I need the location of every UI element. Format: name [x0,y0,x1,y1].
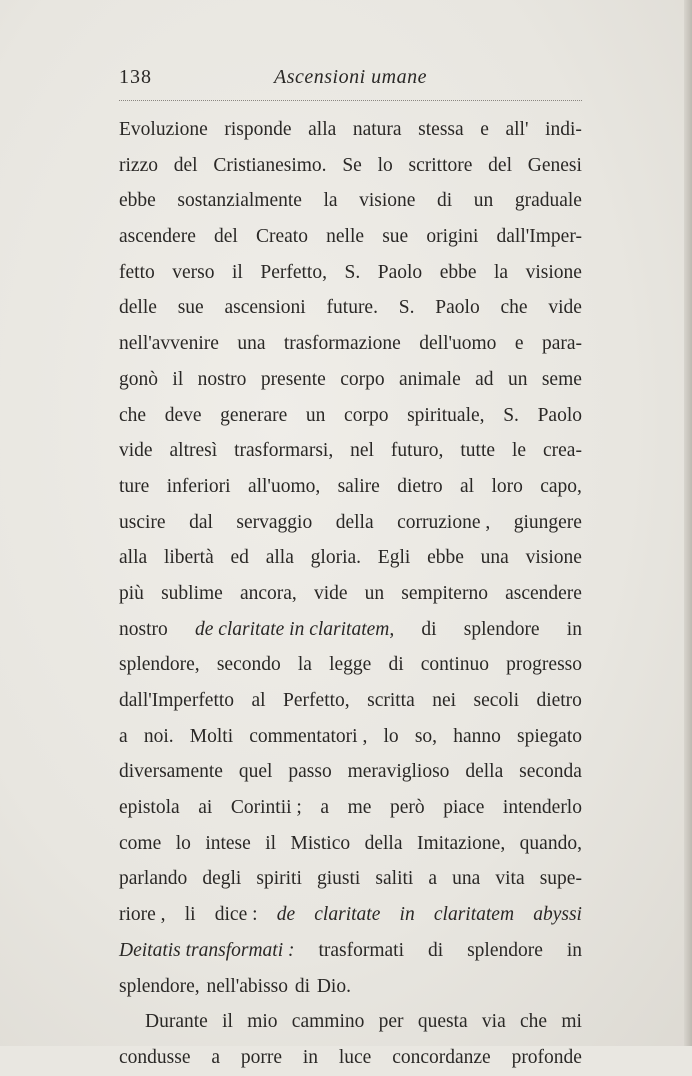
word: della [465,761,504,783]
word: visione [359,190,416,212]
word: Durante [145,1011,208,1033]
word: un [473,190,494,212]
word: la [297,654,312,676]
text-line [119,647,582,683]
word: sempiterno [401,582,488,604]
word: Se [342,154,362,176]
word: degli [202,868,242,890]
header-rule [119,100,582,101]
word: supe- [539,868,582,890]
word: profonde [511,1046,582,1068]
word: e [480,119,489,140]
word: nelle [326,226,365,248]
running-title: Ascensioni umane [274,66,427,88]
word: del [173,154,198,176]
word: S. [503,404,519,426]
word: seconda [519,761,582,783]
word: luce [338,1046,372,1068]
word: vide [548,297,582,319]
word: alla [265,547,294,569]
word: claritatem [433,904,515,926]
word: di [294,975,310,997]
word: secoli [473,690,519,711]
word: un [507,368,528,390]
word: continuo [420,654,490,676]
word: commentatori , [249,725,368,747]
word: Paolo [377,261,423,283]
text-line [119,1040,582,1076]
word: che [119,404,147,426]
word: che [520,1011,548,1033]
text-line [119,826,582,862]
word: Molti [189,725,234,747]
word: giungere [513,511,582,533]
word: de [276,904,296,926]
word: di [388,654,404,676]
text-line [119,326,582,362]
text-line [119,112,582,148]
word: S. [398,297,415,319]
word: al [251,690,266,711]
word: alla [308,119,337,140]
word: Paolo [435,297,480,319]
word: inferiori [166,475,231,497]
word: vide [119,440,153,462]
word: all'uomo, [247,475,321,497]
word: so, [414,725,438,747]
word: sue [177,297,204,319]
word: ascendere [119,226,196,248]
word: in [302,1046,319,1068]
word: di [421,618,437,640]
word: a [320,797,330,819]
word: una [452,868,481,890]
word: ai [198,797,213,819]
word: hanno [453,725,501,747]
word: di [437,190,453,212]
word: secondo [216,654,281,676]
text-line [119,219,582,255]
word: sublime [161,582,223,604]
word: quando, [519,832,582,854]
word: legge [329,654,372,676]
text-line [119,719,582,755]
word: le [511,440,527,462]
word: parlando [119,868,188,890]
word: seme [541,368,582,390]
word: noi. [143,725,174,747]
word: diversamente [119,761,223,783]
word: Perfetto, [283,690,350,711]
word: abyssi [533,904,582,926]
word: sostanzialmente [177,190,302,212]
word: ascensioni [224,297,306,319]
word: dal [189,511,213,533]
word: salire [337,475,380,497]
word: trasformati [318,939,405,961]
word: Egli [377,547,411,569]
word: gloria. [310,547,362,569]
word: libertà [163,547,214,569]
word: ebbe [427,547,464,569]
word: graduale [514,190,582,212]
word: un [364,582,385,604]
word: porre [240,1046,282,1068]
word: all' [505,119,529,140]
word: a [119,725,128,747]
word: per [378,1011,404,1033]
word: uscire [119,511,166,533]
word: intenderlo [502,797,582,819]
word: vide [313,582,348,604]
word: quel [238,761,273,783]
word: fetto [119,261,155,283]
word: dell'uomo [419,333,497,355]
word: splendore [467,939,543,961]
word: il [232,261,243,283]
word: intese [205,832,251,854]
text-line [119,612,582,648]
word: passo [288,761,332,783]
word: animale [399,368,461,390]
text-line [119,505,582,541]
word: spiriti [256,868,302,890]
text-line [119,540,582,576]
word: riore , [119,904,166,926]
page-edge-shadow [684,0,692,1046]
word: meraviglioso [347,761,450,783]
word: mio [247,1011,278,1033]
word: più [119,582,144,604]
word: visione [525,261,582,283]
word: dice : [214,904,258,926]
word: Cristianesimo. [213,154,327,176]
word: ed [230,547,249,569]
text-line [119,183,582,219]
word: claritate [314,904,381,926]
word: scrittore [408,154,473,176]
word: origini [426,226,479,248]
word: lo [377,154,393,176]
word: visione [525,547,582,569]
word: della [364,832,403,854]
word: dietro [536,690,582,711]
word: ancora, [239,582,297,604]
word: a [211,1046,220,1068]
word: future. [326,297,378,319]
word: di [427,939,444,961]
word: della [335,511,374,533]
word: sue [382,226,409,248]
word: Corintii ; [230,797,302,819]
word: ebbe [439,261,477,283]
word: corruzione , [397,511,491,533]
word: generare [220,404,288,426]
text-line [119,469,582,505]
text-line [119,754,582,790]
word: capo, [540,475,582,497]
text-line [119,433,582,469]
word: dietro [397,475,443,497]
word: dall'Imperfetto [119,690,235,711]
word: in [566,618,582,640]
word: Perfetto, [260,261,327,283]
word: indi- [545,119,582,140]
word: rizzo [119,154,158,176]
word: spirituale, [407,404,485,426]
word: natura [352,119,402,140]
body-text [119,112,582,1076]
word: saliti [375,868,414,890]
word: Genesi [527,154,582,176]
word: cammino [291,1011,365,1033]
word: scritta [367,690,415,711]
text-line [119,255,582,291]
word: ascendere [505,582,582,604]
word: servaggio [236,511,313,533]
word: verso [172,261,215,283]
word: concordanze [392,1046,491,1068]
word: alla [119,547,148,569]
word: progresso [506,654,582,676]
word: me [347,797,372,819]
word: stessa [418,119,464,140]
word: condusse [119,1046,191,1068]
text-line [119,398,582,434]
word: li [184,904,196,926]
word: mi [561,1011,582,1033]
running-header [119,66,582,94]
word: loro [491,475,523,497]
word: al [460,475,475,497]
word: corpo [344,404,389,426]
word: la [323,190,338,212]
word: trasformarsi, [234,440,334,462]
word: ad [475,368,494,390]
page-number: 138 [119,66,152,88]
text-line [119,683,582,719]
word: il [222,1011,233,1033]
text-line [119,861,582,897]
word: Imitazione, [416,832,506,854]
word: in [399,904,415,926]
word: a [428,868,438,890]
word: corpo [340,368,385,390]
word: vita [495,868,525,890]
text-line [119,933,582,969]
word: S. [344,261,361,283]
word: ebbe [119,190,156,212]
word: in [566,939,582,961]
word: come [119,832,162,854]
word: lo [383,725,399,747]
word: splendore, [119,654,200,676]
word: piace [443,797,485,819]
text-line [119,576,582,612]
word: una [237,333,266,355]
word: splendore [463,618,540,640]
text-line [119,897,582,933]
word: nostro [119,618,168,640]
word: però [390,797,425,819]
text-line [119,790,582,826]
word: splendore, [119,975,200,997]
word: la [494,261,509,283]
word: gonò [119,368,158,390]
word: futuro, [390,440,444,462]
text-line [119,148,582,184]
word: epistola [119,797,180,819]
word: e [514,333,524,355]
word: Paolo [537,404,582,426]
word: questa [417,1011,468,1033]
word: Creato [256,226,308,248]
word: il [265,832,277,854]
word: Dio. [316,975,351,997]
word: dall'Imper- [496,226,582,248]
word: crea- [543,440,582,462]
word: una [480,547,509,569]
word: ture [119,475,150,497]
word: spiegato [517,725,582,747]
word: un [305,404,326,426]
word: del [488,154,512,176]
word: del [214,226,238,248]
text-line [119,290,582,326]
word: Deitatis transformati : [119,939,295,961]
word: Evoluzione [119,119,208,140]
word: via [481,1011,506,1033]
text-line [119,362,582,398]
word: nei [432,690,457,711]
word: giusti [316,868,361,890]
word: che [500,297,528,319]
word: presente [260,368,326,390]
word: altresì [169,440,218,462]
word: risponde [224,119,292,140]
text-line [119,969,582,1005]
word: de claritate in claritatem, [194,618,395,640]
word: trasformazione [283,333,401,355]
word: nostro [197,368,247,390]
word: para- [541,333,582,355]
word: nell'abisso [206,975,289,997]
word: nel [350,440,374,462]
word: tutte [460,440,496,462]
word: nell'avvenire [119,333,219,355]
text-line [119,1004,582,1040]
word: Mistico [290,832,351,854]
word: delle [119,297,157,319]
word: il [172,368,184,390]
word: lo [175,832,191,854]
word: deve [164,404,202,426]
